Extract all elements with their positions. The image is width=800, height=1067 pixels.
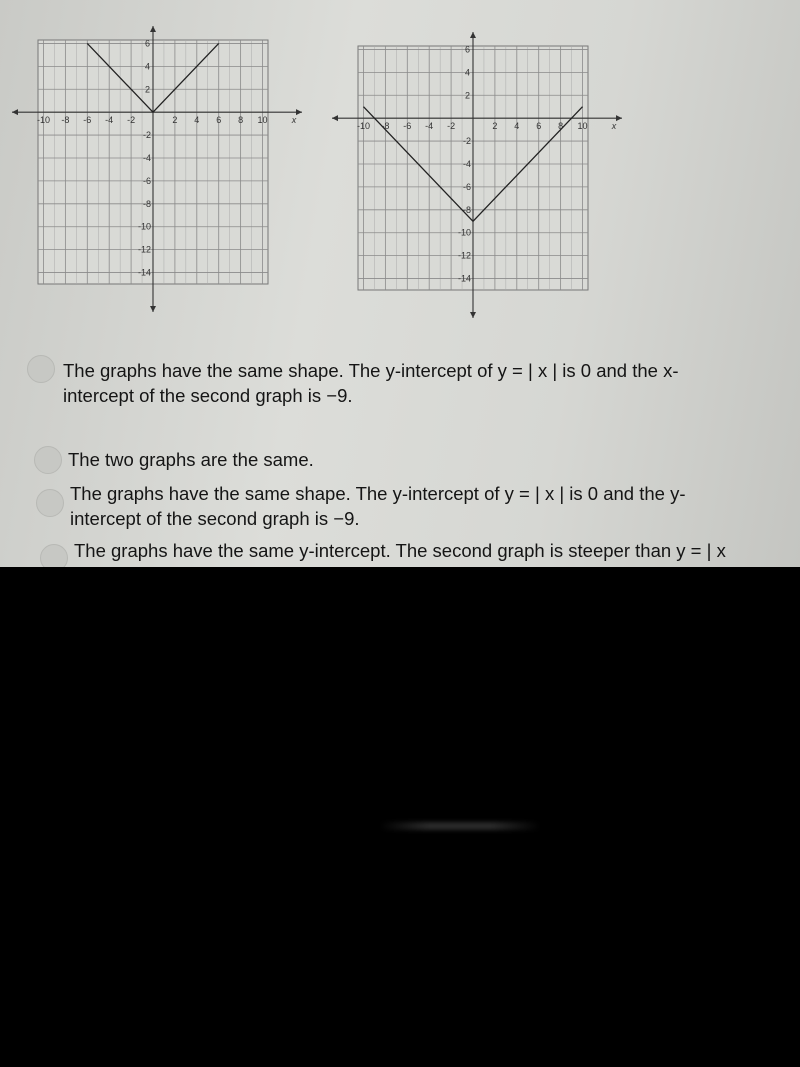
x-tick-label: 4 — [514, 121, 520, 132]
choice-1-line-2: intercept of the second graph is −9. — [63, 385, 353, 406]
y-tick-label: -10 — [457, 227, 471, 238]
y-axis-arrow-down — [150, 306, 156, 312]
graph-abs-x-svg — [8, 22, 308, 322]
dark-screen-area — [0, 567, 800, 1067]
y-tick-label: -6 — [142, 175, 151, 186]
choice-4-radio[interactable] — [40, 544, 68, 567]
x-tick-label: 10 — [577, 121, 588, 132]
x-axis-arrow-left — [12, 109, 18, 115]
x-tick-label: -4 — [105, 115, 114, 126]
y-tick-label: -14 — [457, 273, 471, 284]
choice-3-line-2: intercept of the second graph is −9. — [70, 508, 360, 529]
choice-2-radio[interactable] — [34, 446, 62, 474]
y-tick-label: -8 — [462, 204, 471, 215]
y-tick-label: 2 — [144, 84, 150, 95]
y-tick-label: -4 — [142, 152, 151, 163]
graph-shifted — [328, 28, 628, 328]
x-tick-label: 2 — [492, 121, 498, 132]
x-tick-label: -10 — [36, 115, 50, 126]
graph-shifted-svg — [328, 28, 628, 328]
x-tick-label: 6 — [536, 121, 542, 132]
y-tick-label: 4 — [144, 61, 150, 72]
x-axis-label: x — [291, 115, 297, 126]
y-tick-label: -8 — [142, 198, 151, 209]
x-tick-label: -2 — [447, 121, 456, 132]
y-tick-label: -2 — [462, 136, 471, 147]
x-axis-arrow-right — [616, 115, 622, 121]
y-tick-label: 6 — [464, 44, 470, 55]
x-tick-label: 10 — [257, 115, 268, 126]
x-tick-label: -6 — [83, 115, 92, 126]
y-tick-label: -12 — [457, 250, 471, 261]
y-axis-arrow-up — [150, 26, 156, 32]
y-tick-label: 6 — [144, 38, 150, 49]
y-axis-arrow-down — [470, 312, 476, 318]
y-tick-label: -14 — [137, 267, 151, 278]
choice-4-line-1: The graphs have the same y-intercept. The second graph is steeper than y = | x — [74, 540, 726, 561]
x-tick-label: -4 — [425, 121, 434, 132]
x-axis-arrow-right — [296, 109, 302, 115]
x-axis-arrow-left — [332, 115, 338, 121]
choice-1-line-1: The graphs have the same shape. The y-intercept of y = | x | is 0 and the x- — [63, 360, 679, 381]
y-tick-label: 4 — [464, 67, 470, 78]
y-tick-label: -2 — [142, 130, 151, 141]
choice-1-radio[interactable] — [27, 355, 55, 383]
x-tick-label: 2 — [172, 115, 178, 126]
choice-4-text — [74, 538, 726, 563]
x-tick-label: -8 — [61, 115, 70, 126]
x-tick-label: -2 — [127, 115, 136, 126]
x-tick-label: -6 — [403, 121, 412, 132]
y-tick-label: -12 — [137, 244, 151, 255]
choice-1-text — [63, 358, 678, 408]
graph-abs-x — [8, 22, 308, 322]
choice-3-radio[interactable] — [36, 489, 64, 517]
y-tick-label: -10 — [137, 221, 151, 232]
x-tick-label: 8 — [558, 121, 564, 132]
x-tick-label: -10 — [356, 121, 370, 132]
y-tick-label: -4 — [462, 158, 471, 169]
choice-3-text — [70, 481, 685, 531]
x-tick-label: 6 — [216, 115, 222, 126]
choice-2-line-1: The two graphs are the same. — [68, 449, 314, 470]
x-axis-label: x — [611, 121, 617, 132]
x-tick-label: 4 — [194, 115, 200, 126]
y-tick-label: 2 — [464, 90, 470, 101]
choice-3-line-1: The graphs have the same shape. The y-intercept of y = | x | is 0 and the y- — [70, 483, 686, 504]
bezel-glint — [380, 822, 540, 830]
y-tick-label: -6 — [462, 181, 471, 192]
choice-2-text — [68, 447, 314, 472]
y-axis-arrow-up — [470, 32, 476, 38]
x-tick-label: -8 — [381, 121, 390, 132]
x-tick-label: 8 — [238, 115, 244, 126]
